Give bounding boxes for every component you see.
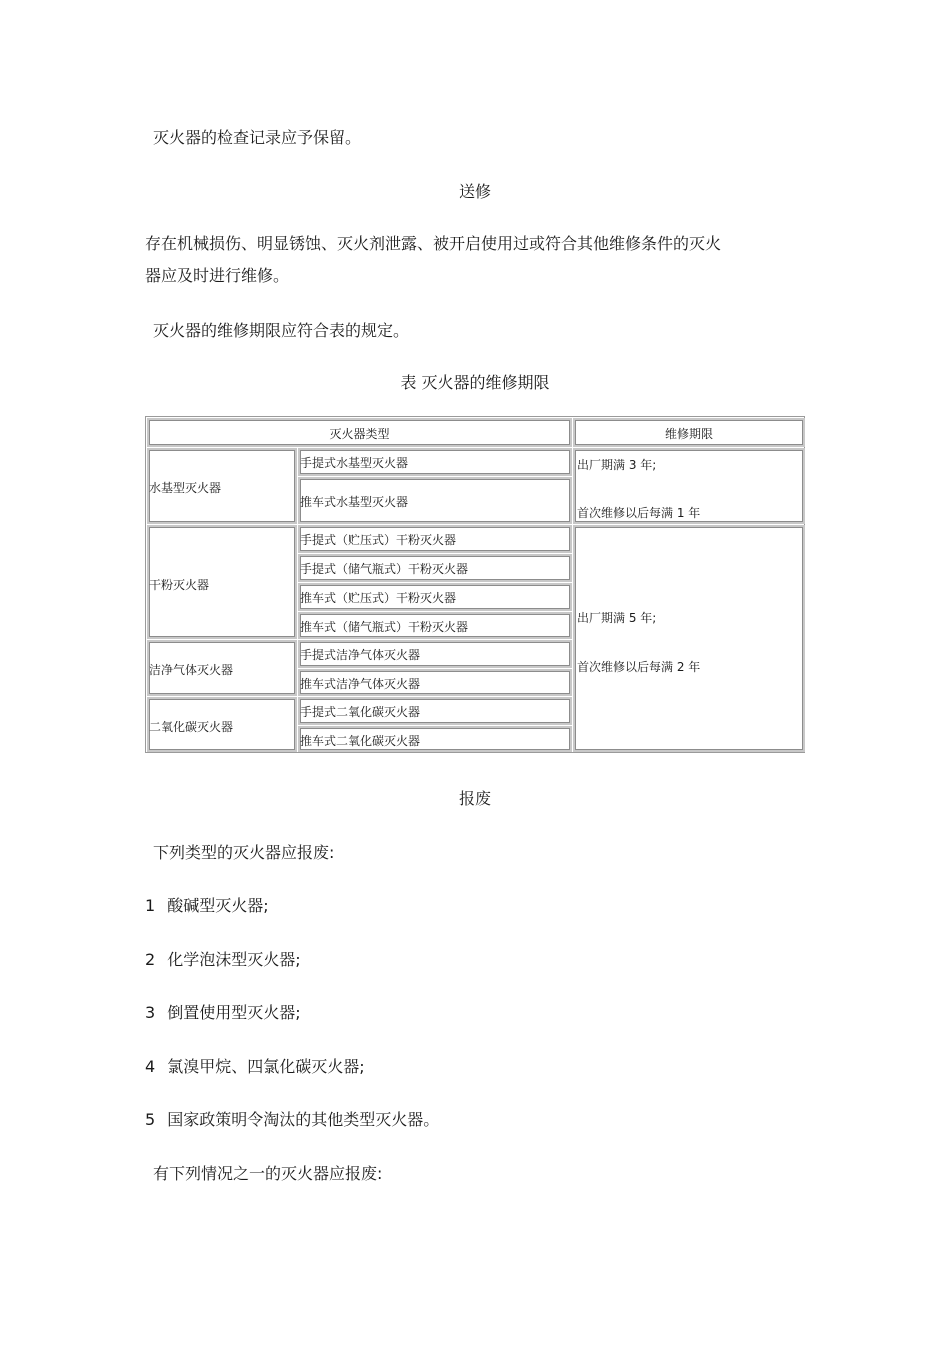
- table-row-item: [298, 726, 572, 752]
- group-name: 洁净气体灭火器: [149, 663, 234, 677]
- header-period-label: 维修期限: [664, 427, 713, 441]
- table-period-other: [573, 525, 805, 752]
- list-text: 国家政策明令淘汰的其他类型灭火器。: [167, 1110, 440, 1129]
- list-number: 4: [145, 1057, 156, 1076]
- table-group-dry-powder: [147, 525, 297, 639]
- table-row-item: [298, 697, 572, 725]
- table-row-item: [298, 477, 572, 524]
- table-header-period: [573, 418, 805, 447]
- item-label: 手提式洁净气体灭火器: [300, 648, 421, 662]
- item-label: 手提式二氧化碳灭火器: [300, 705, 421, 719]
- table-period-water-based: [573, 448, 805, 524]
- table-group-clean-agent: [147, 640, 297, 696]
- table-row-item: [298, 554, 572, 582]
- section-title-repair: 送修: [458, 182, 491, 201]
- table-row-item: [298, 583, 572, 611]
- table-row-item: [298, 448, 572, 476]
- table-row-item: [298, 669, 572, 696]
- section-title-scrap: 报废: [458, 789, 491, 808]
- list-text: 氯溴甲烷、四氯化碳灭火器;: [167, 1057, 365, 1076]
- table-header-type: [147, 418, 572, 447]
- list-number: 5: [145, 1110, 156, 1129]
- table-row-item: [298, 640, 572, 668]
- list-number: 3: [145, 1003, 156, 1022]
- table-group-water-based: [147, 448, 297, 524]
- item-label: 手提式水基型灭火器: [300, 456, 409, 470]
- list-item: [145, 1110, 439, 1130]
- list-number: 2: [145, 950, 156, 969]
- item-label: 推车式（储气瓶式）干粉灭火器: [300, 620, 469, 634]
- list-text: 化学泡沫型灭火器;: [167, 950, 301, 969]
- group-name: 干粉灭火器: [149, 578, 210, 592]
- group-name: 二氧化碳灭火器: [149, 720, 234, 734]
- period-line2: 首次维修以后每满 1 年: [577, 506, 701, 520]
- list-text: 倒置使用型灭火器;: [167, 1003, 301, 1022]
- period-line1: 出厂期满 3 年;: [577, 458, 657, 472]
- list-item: [145, 1057, 365, 1077]
- paragraph-repair-line1: 存在机械损伤、明显锈蚀、灭火剂泄露、被开启使用过或符合其他维修条件的灭火: [145, 234, 722, 253]
- maintenance-period-table: [145, 416, 805, 753]
- item-label: 推车式水基型灭火器: [300, 495, 409, 509]
- paragraph-repair-line2: 器应及时进行维修。: [145, 266, 290, 285]
- paragraph-record-retention: 灭火器的检查记录应予保留。: [153, 128, 362, 147]
- list-item: [145, 950, 301, 970]
- paragraph-scrap-types: 下列类型的灭火器应报废:: [153, 843, 335, 862]
- list-text: 酸碱型灭火器;: [167, 896, 269, 915]
- table-row-item: [298, 525, 572, 553]
- group-name: 水基型灭火器: [149, 481, 222, 495]
- table-caption: 表 灭火器的维修期限: [400, 373, 550, 392]
- item-label: 手提式（储气瓶式）干粉灭火器: [300, 562, 469, 576]
- item-label: 推车式（贮压式）干粉灭火器: [300, 591, 457, 605]
- paragraph-repair-period: 灭火器的维修期限应符合表的规定。: [153, 321, 410, 340]
- item-label: 推车式二氧化碳灭火器: [300, 734, 421, 748]
- period-line2: 首次维修以后每满 2 年: [577, 660, 701, 674]
- item-label: 推车式洁净气体灭火器: [300, 677, 421, 691]
- header-type-label: 灭火器类型: [329, 427, 390, 441]
- table-group-co2: [147, 697, 297, 752]
- item-label: 手提式（贮压式）干粉灭火器: [300, 533, 457, 547]
- table-row-item: [298, 612, 572, 639]
- list-number: 1: [145, 896, 156, 915]
- period-line1: 出厂期满 5 年;: [577, 611, 657, 625]
- list-item: [145, 896, 269, 916]
- paragraph-scrap-conditions: 有下列情况之一的灭火器应报废:: [153, 1164, 383, 1183]
- list-item: [145, 1003, 301, 1023]
